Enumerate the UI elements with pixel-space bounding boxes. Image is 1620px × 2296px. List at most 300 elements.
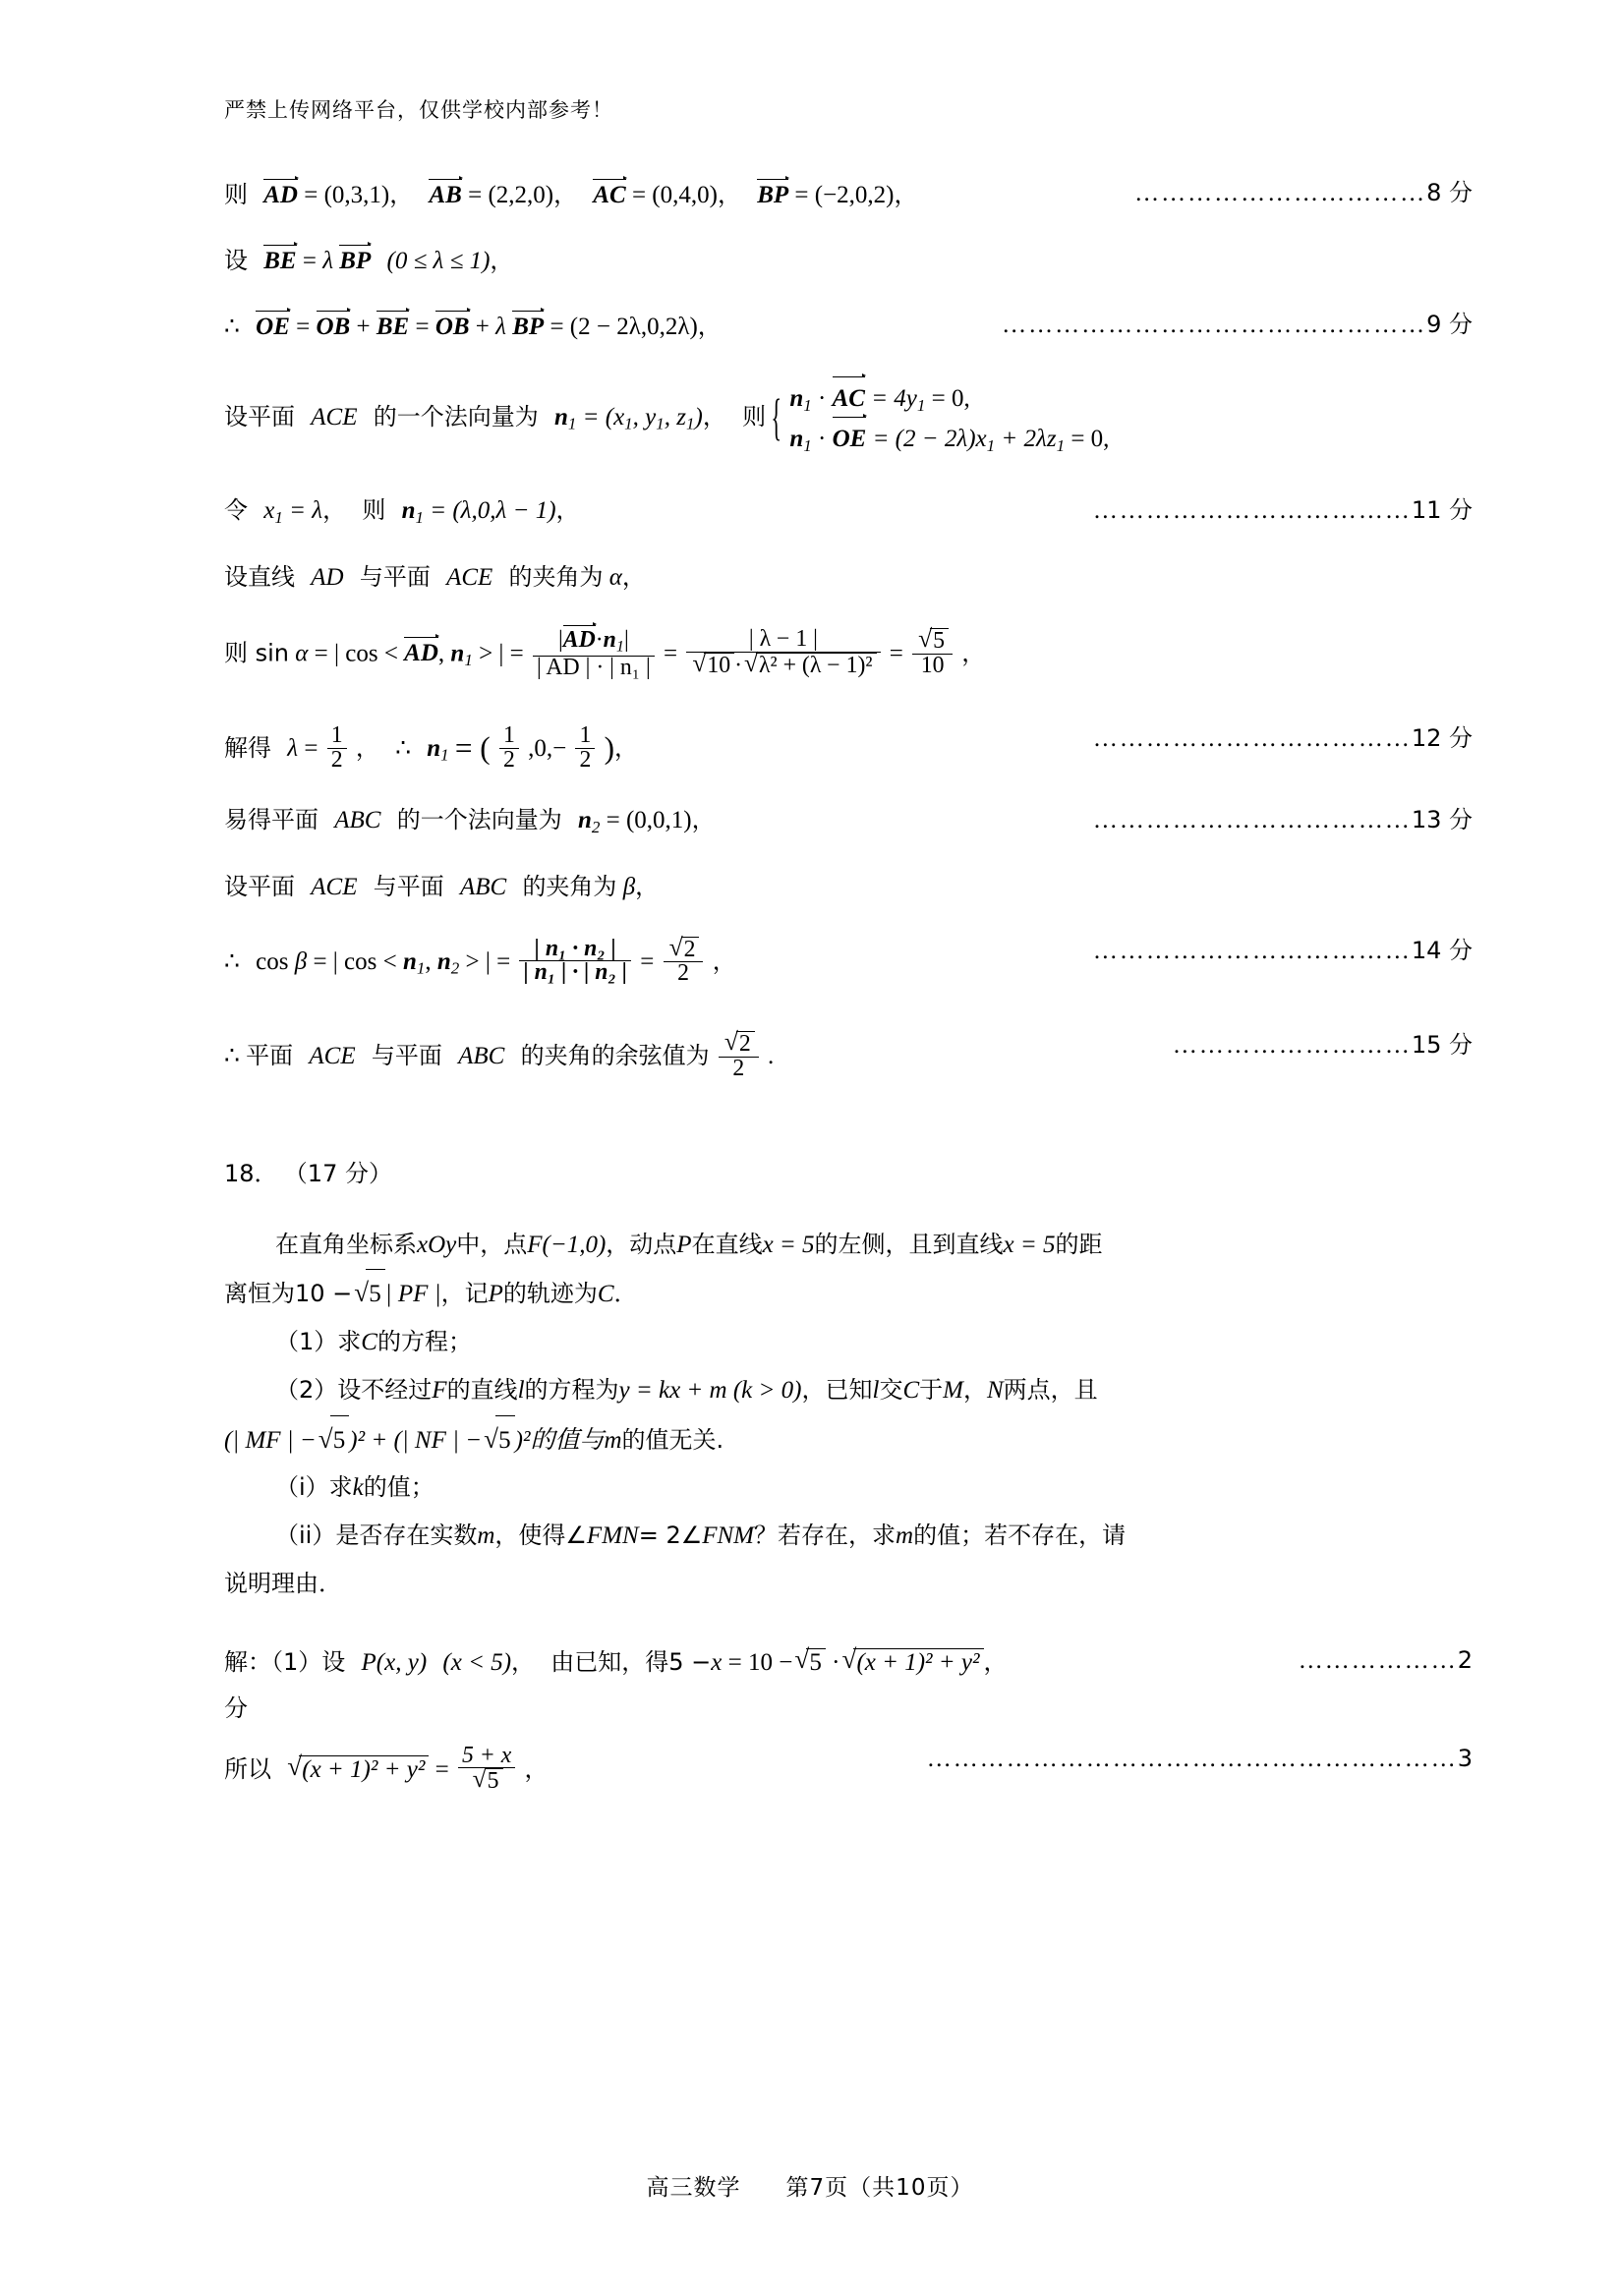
stem-p: P — [676, 1231, 692, 1258]
sqrt5-q2b-radicand: 5 — [495, 1415, 515, 1465]
solution-line-8pts — [224, 181, 1473, 207]
stem2-d: 的轨迹为 — [502, 1280, 598, 1308]
sol18-3-prefix: 所以 — [224, 1754, 271, 1783]
n2-1: n — [577, 806, 592, 833]
x1-eq: = λ — [289, 497, 323, 525]
n1-2: n — [401, 497, 416, 525]
final-num — [719, 1031, 759, 1057]
dot-leader-1: …………………………… — [1134, 180, 1427, 206]
eq1-n-sub: 1 — [803, 395, 812, 415]
lambda-be: λ — [322, 248, 334, 274]
eq-7: = — [640, 947, 655, 975]
score-marker-14 — [1092, 936, 1473, 964]
eq2-n: n — [789, 426, 804, 453]
score-marker-3 — [926, 1744, 1473, 1772]
solution-line-normal-vector — [224, 378, 1473, 459]
x1-sub: 1 — [274, 507, 283, 527]
therefore-4: ∴ — [224, 1043, 240, 1070]
comma-10: ， — [621, 562, 646, 591]
sqrt-2 — [669, 937, 700, 962]
score-9: 9 分 — [1426, 311, 1473, 338]
qii-m2: m — [896, 1522, 914, 1550]
q2l2-m: m — [604, 1426, 622, 1454]
vector-ad-3: AD — [562, 626, 596, 653]
comma-9: ， — [555, 496, 580, 525]
line1-bp-value: = (−2,0,2) — [794, 182, 895, 208]
fraction-sqrt5-10 — [912, 628, 953, 678]
sqrt-5-sol18 — [794, 1648, 826, 1675]
n2-sub-2: 2 — [450, 958, 460, 978]
n1-sub-2: 1 — [415, 507, 424, 527]
alpha-symbol: α — [608, 563, 622, 591]
eq2-rhs2-sub: 1 — [1056, 435, 1066, 455]
fraction-sqrt2-2 — [664, 937, 704, 987]
q2-f2: 于 — [919, 1375, 944, 1404]
frac-num-1 — [533, 627, 655, 656]
sqrt-5-q2a — [318, 1415, 350, 1465]
n1n2-num: | n₁ · n₂ | — [534, 935, 616, 961]
beta-text-1: 设平面 — [224, 872, 295, 900]
qii-c: = 2∠ — [638, 1521, 703, 1550]
dot-4: · — [832, 1648, 840, 1676]
vector-ob-2: OB — [434, 314, 470, 340]
eq1-n: n — [789, 385, 804, 412]
n2-sub-1: 2 — [591, 817, 601, 836]
q2-n: N — [986, 1376, 1004, 1404]
eq2-rhs2: + 2λz — [1001, 426, 1057, 453]
stem2-e: ． — [613, 1280, 638, 1308]
q2-c: 的方程为 — [524, 1375, 619, 1404]
equation-row-2 — [789, 419, 1109, 459]
qii-a: （ii）是否存在实数 — [275, 1521, 478, 1550]
q1-c: C — [361, 1329, 377, 1356]
final-text-1: 平面 — [246, 1042, 294, 1070]
sqrt-10 — [692, 653, 734, 678]
vector-bp: BP — [757, 182, 789, 208]
q2-h: 两点，且 — [1003, 1375, 1098, 1404]
q2l2-d: 的值无关. — [621, 1425, 724, 1454]
n1-sub: 1 — [567, 414, 577, 433]
half3-num: 1 — [579, 722, 592, 749]
qii-line2: 说明理由． — [224, 1569, 342, 1597]
q2-d: ，已知 — [801, 1375, 873, 1404]
solution18-line-3 — [224, 1742, 1473, 1797]
eq-3: = — [663, 640, 678, 667]
n1-val-c: , y — [632, 403, 657, 430]
sqrt2-radicand-final: 2 — [736, 1031, 755, 1057]
score-marker-12 — [1093, 726, 1473, 751]
stem2-p: P — [488, 1281, 503, 1308]
eq2-rhs: = (2 − 2λ)x — [872, 426, 987, 453]
n1-value: = (λ,0,λ − 1) — [430, 497, 556, 525]
plane-ace-1: ACE — [311, 403, 358, 430]
half2-num: 1 — [502, 722, 515, 749]
stem2-c: ，记 — [440, 1280, 489, 1308]
line1-prefix: 则 — [224, 181, 248, 208]
solution-line-12pts — [224, 722, 1473, 775]
n1-val-d: 1 — [656, 414, 665, 433]
stem-x5b: x = 5 — [1003, 1231, 1056, 1258]
dot-leader-3: ……………………………… — [1092, 497, 1412, 525]
solution-line-14pts — [224, 935, 1473, 989]
therefore-3: ∴ — [224, 947, 240, 975]
problem-points: （17 分） — [283, 1159, 392, 1187]
score-11: 11 分 — [1411, 496, 1473, 525]
sol18-3-eq: = — [434, 1755, 449, 1783]
sqrt2-radicand: 2 — [681, 937, 700, 962]
cos-1: cos — [256, 947, 289, 975]
fraction-n1n2 — [519, 935, 630, 986]
problem-18-heading — [224, 1154, 1473, 1188]
line1-ad-value: = (0,3,1) — [304, 182, 390, 208]
line2-prefix: 设 — [224, 247, 248, 274]
fraction-final — [719, 1031, 759, 1081]
page-footer — [0, 2169, 1620, 2202]
stem-c: ，动点 — [606, 1230, 677, 1258]
plus-1: + — [356, 314, 371, 340]
plane-abc-3: ABC — [458, 1043, 505, 1070]
eq-2: = — [415, 314, 430, 340]
q1-a: （1）求 — [275, 1328, 362, 1356]
vector-oe-2: OE — [833, 419, 867, 459]
comma-5: ， — [490, 247, 514, 274]
alpha-text-3: 的夹角为 — [508, 562, 604, 591]
alpha-text-1: 设直线 — [224, 562, 295, 591]
solution-line-sin-alpha — [224, 626, 1473, 681]
vector-ac-2: AC — [833, 378, 865, 419]
score-marker-15 — [1173, 1033, 1473, 1058]
fraction-half-2 — [499, 724, 519, 773]
half-den: 2 — [327, 748, 347, 773]
score-marker-9 — [1002, 313, 1473, 337]
eq1-dot: · — [818, 385, 827, 412]
eq1-rhs-sub: 1 — [916, 395, 926, 415]
comma-15: ， — [691, 805, 716, 833]
n1-3: n — [450, 640, 465, 667]
score-3: 3 — [1457, 1744, 1473, 1772]
alpha-2: α — [295, 640, 309, 667]
qi-a: （i）求 — [275, 1473, 353, 1502]
score-14: 14 分 — [1411, 936, 1473, 964]
solve-text: 解得 — [224, 734, 271, 763]
final-den: 2 — [719, 1057, 759, 1081]
text-plane-1: 设平面 — [224, 402, 295, 430]
dot-leader-5: ……………………………… — [1092, 806, 1412, 833]
sol18-frac-den — [458, 1767, 515, 1794]
alpha-text-2: 与平面 — [359, 562, 431, 591]
eq-1: = — [296, 314, 311, 340]
sqrt-5-den — [473, 1768, 503, 1794]
dot-leader-9: …………………………………………………… — [926, 1745, 1458, 1772]
n1-sub-6: 1 — [416, 958, 426, 978]
score-2: 2 — [1457, 1645, 1473, 1674]
dot-leader-4: ……………………………… — [1092, 725, 1412, 753]
vector-be-2: BE — [376, 314, 410, 340]
sqrt-dist-sol18 — [841, 1648, 983, 1675]
score-13: 13 分 — [1411, 805, 1473, 833]
comma-17: , — [425, 947, 432, 975]
plane-ace-2: ACE — [446, 563, 493, 591]
comma-8: ， — [322, 496, 347, 525]
stem-f2: 的距 — [1055, 1230, 1103, 1258]
sqrt-dist2-radicand: (x + 1)² + y² — [299, 1755, 429, 1782]
dot-leader-2: ………………………………………… — [1002, 312, 1427, 338]
question-2i — [224, 1464, 1473, 1513]
n2-value: = (0,0,1) — [606, 806, 692, 833]
n1-val-b: 1 — [624, 414, 633, 433]
comma-3: ， — [717, 181, 741, 208]
eq1-rhs: = 4y — [871, 385, 917, 412]
eq1-end: = 0, — [931, 385, 970, 412]
stem2-a: 离恒为10 − — [224, 1280, 353, 1308]
plane-abc-1: ABC — [334, 806, 381, 833]
n1-6: n — [402, 947, 417, 975]
stem-b: 中，点 — [456, 1230, 528, 1258]
qii-b: ，使得∠ — [494, 1521, 587, 1550]
final-text-2: 与平面 — [371, 1042, 442, 1070]
sqrt5-stem-radicand: 5 — [366, 1269, 385, 1319]
vector-ac: AC — [593, 182, 626, 208]
solution18-line-1 — [224, 1645, 1473, 1676]
dot-3: · — [734, 653, 742, 679]
fraction-lambda — [686, 628, 880, 678]
abc-text-2: 的一个法向量为 — [396, 805, 562, 833]
vector-ob: OB — [316, 314, 351, 340]
beta-2: β — [294, 947, 308, 975]
sqrt-lambda — [744, 653, 877, 678]
text-normal-1: 的一个法向量为 — [373, 402, 539, 430]
beta-symbol: β — [622, 873, 636, 900]
n1-val-f: 1 — [686, 414, 695, 433]
sqrt-5-q2b — [484, 1415, 515, 1465]
frac-den-2 — [686, 652, 880, 678]
sqrt-lambda-radicand: λ² + (λ − 1)² — [756, 653, 877, 678]
comma-6: ， — [697, 313, 722, 340]
stem-line-2 — [224, 1269, 1473, 1319]
n1-val-e: , z — [664, 403, 687, 430]
frac-num-2: | λ − 1 | — [748, 626, 818, 653]
sin-eq1: = | cos < — [314, 640, 398, 667]
cos-eq1: = | cos < — [313, 947, 397, 975]
header-notice: 严禁上传网络平台，仅供学校内部参考！ — [224, 98, 613, 122]
eq-4: = — [889, 640, 903, 667]
stem-f: F(−1,0) — [527, 1231, 607, 1258]
comma-14: ， — [614, 734, 638, 763]
qii-fmn: FMN — [586, 1522, 639, 1550]
sqrt-5-stem — [354, 1269, 385, 1319]
problem-number: 18． — [224, 1159, 278, 1187]
line1-ac-value: = (0,4,0) — [631, 182, 718, 208]
fraction-half-1 — [327, 724, 347, 773]
qi-b: 的值； — [363, 1473, 434, 1502]
sqrt5-sol18-radicand: 5 — [806, 1648, 826, 1675]
q2-k: (k > 0) — [732, 1376, 802, 1404]
lambda-3: λ — [287, 735, 299, 763]
q2l2-c: )²的值与 — [514, 1426, 605, 1454]
plane-abc-2: ABC — [459, 873, 507, 900]
question-2-line-1 — [224, 1367, 1473, 1415]
then-2: 则 — [362, 496, 386, 525]
dot-leader-6: ……………………………… — [1092, 937, 1412, 964]
qi-k: k — [352, 1474, 364, 1502]
gt-2: > | = — [465, 947, 511, 975]
frac-num-3 — [912, 628, 953, 654]
score-15: 15 分 — [1411, 1031, 1473, 1060]
therefore-2: ∴ — [395, 735, 411, 763]
eq-5: = — [304, 735, 318, 763]
comma-18: ， — [712, 947, 736, 975]
solution-line-11pts — [224, 498, 1473, 526]
vector-ad-2: AD — [404, 640, 438, 667]
n1-5: n — [427, 735, 441, 763]
vector-bp-3: BP — [512, 314, 545, 340]
vector-ad: AD — [263, 182, 298, 208]
q2-l: l — [517, 1376, 525, 1404]
beta-text-2: 与平面 — [373, 872, 444, 900]
final-text-3: 的夹角的余弦值为 — [520, 1042, 710, 1070]
frac-den-1: | AD | · | n₁ | — [533, 656, 655, 680]
n2-2: n — [436, 947, 451, 975]
n1-end: ) — [604, 730, 614, 766]
score-marker-8 — [1134, 181, 1473, 205]
fraction-ad-n1 — [533, 627, 655, 679]
n1-sub-4: 1 — [615, 638, 624, 656]
dot-2: · — [595, 626, 604, 653]
solution-line-15pts — [224, 1033, 1473, 1083]
stem2-c2: C — [597, 1281, 614, 1308]
sqrt-2-final — [724, 1031, 755, 1057]
let-text: 令 — [224, 496, 248, 525]
vector-oe: OE — [256, 314, 290, 340]
stem-a: 在直角坐标系 — [275, 1230, 417, 1258]
sol18-cond: (x < 5) — [442, 1648, 512, 1676]
score-marker-11 — [1093, 498, 1473, 523]
comma-11: , — [437, 640, 445, 667]
comma-21: ， — [524, 1754, 549, 1783]
sqrt2-num — [664, 937, 704, 962]
sqrt-5 — [918, 628, 949, 654]
sqrt2-den: 2 — [664, 961, 704, 986]
normal-n1: n — [553, 403, 568, 430]
therefore-1: ∴ — [224, 314, 240, 340]
lambda-2: λ — [495, 314, 506, 340]
gt-1: > | = — [479, 640, 524, 667]
n1-mid: ,0,− — [528, 735, 567, 763]
eq-sign-be: = — [302, 248, 317, 274]
fraction-5x-sqrt5 — [458, 1742, 515, 1795]
half-num: 1 — [330, 722, 343, 749]
solution18-line-2 — [224, 1693, 1473, 1722]
sol18-frac-num: 5 + x — [461, 1742, 512, 1768]
stem-x5: x = 5 — [762, 1231, 815, 1258]
sqrt-dist-sol18-2 — [287, 1755, 429, 1782]
sqrt5-den-radicand: 5 — [485, 1768, 503, 1794]
dot-leader-7: ……………………… — [1172, 1032, 1412, 1060]
plane-ace-4: ACE — [309, 1043, 356, 1070]
sqrt5-radicand: 5 — [930, 628, 949, 654]
solution-line-be — [224, 247, 1473, 273]
plane-ace-3: ACE — [311, 873, 358, 900]
comma-2: ， — [553, 181, 578, 208]
eq2-dot: · — [818, 426, 827, 453]
solution-line-13pts — [224, 805, 1473, 836]
q2-b: 的直线 — [446, 1375, 518, 1404]
sin-prefix: 则 sin — [224, 639, 290, 667]
abc-text-1: 易得平面 — [224, 805, 318, 833]
sol18-p: P(x, y) — [361, 1648, 428, 1676]
q2-l2: l — [872, 1376, 880, 1404]
plus-2: + — [475, 314, 490, 340]
abs-2: | — [623, 626, 629, 653]
qii-fnm: FNM — [702, 1522, 755, 1550]
lambda-range: (0 ≤ λ ≤ 1) — [386, 248, 491, 274]
n1-val-g: ) — [694, 403, 703, 430]
q2-a: （2）设不经过 — [275, 1375, 433, 1404]
sqrt-dist-radicand: (x + 1)² + y² — [853, 1648, 983, 1675]
score-8: 8 分 — [1426, 179, 1473, 206]
fraction-half-3 — [575, 724, 595, 773]
sqrt5-q2a-radicand: 5 — [330, 1415, 350, 1465]
equation-system — [772, 378, 1109, 459]
qii-m: m — [477, 1522, 495, 1550]
stem-d: 在直线 — [691, 1230, 763, 1258]
q2-c2: C — [902, 1376, 920, 1404]
stem-line-1 — [224, 1222, 1473, 1270]
footer-page-number: 第7页（共10页） — [785, 2175, 974, 2201]
question-1 — [224, 1319, 1473, 1367]
eq2-n-sub: 1 — [803, 435, 812, 455]
comma-19: ， — [511, 1647, 536, 1676]
n1n2-den: | n₁ | · | n₂ | — [519, 960, 630, 985]
comma-7: ， — [702, 402, 726, 430]
sol18-text: 由已知，得5 − — [550, 1647, 712, 1676]
question-2ii-line-1 — [224, 1513, 1473, 1561]
eq-6: = ( — [454, 730, 491, 766]
q2-e: 交 — [879, 1375, 903, 1404]
frac-den-3: 10 — [912, 654, 953, 678]
sol18-eq: = 10 − — [727, 1648, 793, 1676]
solution-line-beta-def — [224, 872, 1473, 900]
dot-leader-8: ……………… — [1298, 1646, 1458, 1674]
problem-18-stem — [224, 1222, 1473, 1609]
comma-16: ， — [635, 872, 660, 900]
question-2ii-line-2 — [224, 1561, 1473, 1609]
beta-text-3: 的夹角为 — [522, 872, 617, 900]
sqrt10-radicand: 10 — [704, 653, 734, 678]
line1-ab-value: = (2,2,0) — [468, 182, 554, 208]
vector-be: BE — [263, 248, 297, 274]
half2-den: 2 — [499, 748, 519, 773]
sol18-prefix: 解：（1）设 — [224, 1647, 346, 1676]
x1-var: x — [263, 497, 275, 525]
qii-d: ？若存在，求 — [754, 1521, 897, 1550]
q2-eq: y = kx + m — [618, 1376, 727, 1404]
stem-xoy: xOy — [417, 1231, 457, 1258]
n1-sub-3: 1 — [464, 651, 473, 670]
comma-13: ， — [355, 734, 379, 763]
sol18-x: x — [711, 1648, 723, 1676]
oe-value: = (2 − 2λ,0,2λ) — [550, 314, 698, 340]
line-ad: AD — [311, 563, 344, 591]
then-1: 则 — [742, 402, 767, 430]
footer-subject: 高三数学 — [646, 2175, 741, 2201]
question-2-line-2 — [224, 1415, 1473, 1465]
solution-line-9pts — [224, 313, 1473, 339]
q1-b: 的方程； — [376, 1328, 472, 1356]
n1-4: n — [603, 626, 616, 653]
comma-4: ， — [894, 181, 918, 208]
eq2-end: = 0, — [1070, 426, 1110, 453]
